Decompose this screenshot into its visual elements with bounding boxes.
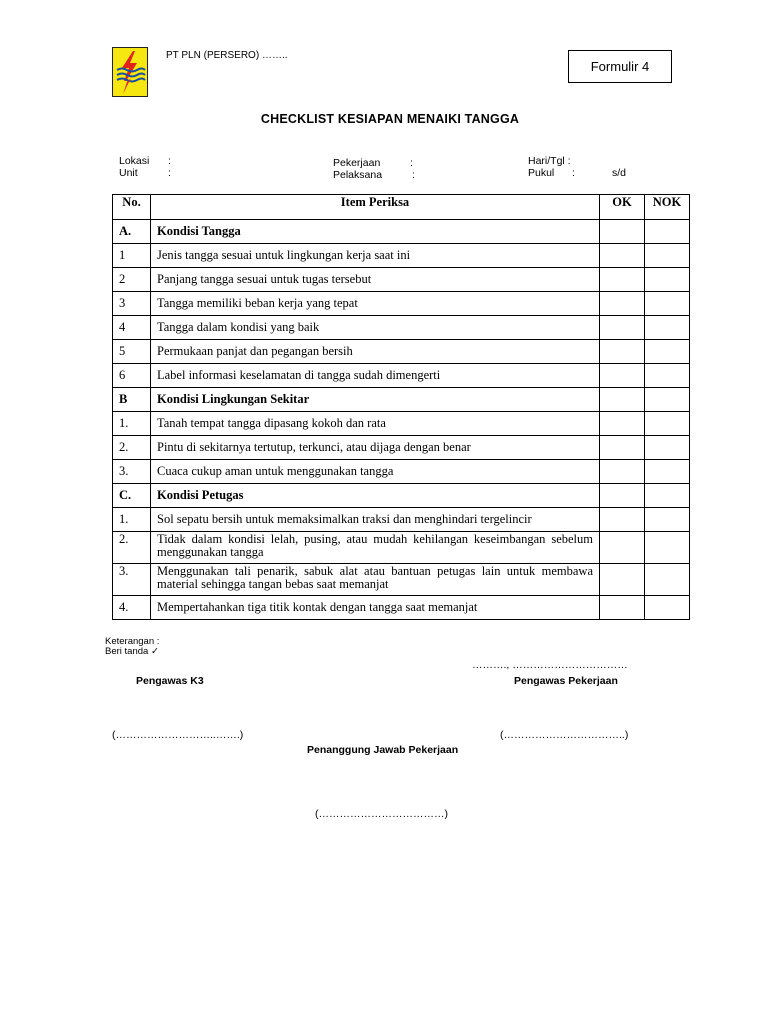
- row-no: 4: [113, 316, 151, 340]
- row-no: 1: [113, 244, 151, 268]
- table-row: [113, 484, 690, 508]
- row-item: Sol sepatu bersih untuk memaksimalkan traksi dan menghindari tergelincir: [151, 508, 600, 532]
- penanggung-jawab-label: Penanggung Jawab Pekerjaan: [307, 744, 459, 756]
- row-item: Kondisi Lingkungan Sekitar: [151, 388, 600, 412]
- row-no: 4.: [113, 596, 151, 620]
- table-row: [113, 388, 690, 412]
- ok-cell[interactable]: [600, 388, 645, 412]
- row-item: Menggunakan tali penarik, sabuk alat atau bantuan petugas lain untuk membawa material sehingga tangan bebas saat memanjat: [151, 564, 600, 596]
- unit-colon: :: [168, 167, 171, 179]
- row-item: Jenis tangga sesuai untuk lingkungan kerja saat ini: [151, 244, 600, 268]
- row-no: 6: [113, 364, 151, 388]
- table-row: [113, 532, 690, 564]
- ok-cell[interactable]: [600, 532, 645, 564]
- ok-cell[interactable]: [600, 340, 645, 364]
- nok-cell[interactable]: [645, 364, 690, 388]
- table-row: [113, 364, 690, 388]
- nok-cell[interactable]: [645, 292, 690, 316]
- table-row: [113, 244, 690, 268]
- nok-cell[interactable]: [645, 388, 690, 412]
- row-no: 1.: [113, 508, 151, 532]
- table-row: [113, 564, 690, 596]
- row-no: 5: [113, 340, 151, 364]
- row-no: 3.: [113, 564, 151, 596]
- ok-cell[interactable]: [600, 508, 645, 532]
- table-row: [113, 412, 690, 436]
- row-no: 3: [113, 292, 151, 316]
- row-item: Permukaan panjat dan pegangan bersih: [151, 340, 600, 364]
- header-no: No.: [113, 195, 151, 220]
- nok-cell[interactable]: [645, 412, 690, 436]
- ok-cell[interactable]: [600, 292, 645, 316]
- company-name: PT PLN (PERSERO) ……..: [166, 50, 288, 61]
- row-no: B: [113, 388, 151, 412]
- nok-cell[interactable]: [645, 244, 690, 268]
- row-item: Tangga dalam kondisi yang baik: [151, 316, 600, 340]
- row-item: Label informasi keselamatan di tangga sudah dimengerti: [151, 364, 600, 388]
- nok-cell[interactable]: [645, 316, 690, 340]
- header-ok: OK: [600, 195, 645, 220]
- row-item: Tidak dalam kondisi lelah, pusing, atau mudah kehilangan keseimbangan sebelum menggunakan tangga: [151, 532, 600, 564]
- row-item: Kondisi Petugas: [151, 484, 600, 508]
- row-item: Cuaca cukup aman untuk menggunakan tangga: [151, 460, 600, 484]
- pengawas-pekerjaan-label: Pengawas Pekerjaan: [514, 675, 618, 687]
- row-no: 1.: [113, 412, 151, 436]
- ok-cell[interactable]: [600, 220, 645, 244]
- table-row: [113, 268, 690, 292]
- signature-left[interactable]: (………………………..…….): [112, 729, 244, 741]
- row-no: 2.: [113, 532, 151, 564]
- nok-cell[interactable]: [645, 532, 690, 564]
- pekerjaan-label: Pekerjaan: [333, 157, 381, 169]
- nok-cell[interactable]: [645, 564, 690, 596]
- nok-cell[interactable]: [645, 268, 690, 292]
- hari-tgl-label: Hari/Tgl :: [528, 155, 571, 167]
- header-item: Item Periksa: [151, 195, 600, 220]
- nok-cell[interactable]: [645, 484, 690, 508]
- nok-cell[interactable]: [645, 340, 690, 364]
- signature-right[interactable]: (……………………………..): [500, 729, 629, 741]
- table-row: [113, 316, 690, 340]
- table-header-row: [113, 195, 690, 220]
- pukul-label: Pukul: [528, 167, 555, 179]
- nok-cell[interactable]: [645, 460, 690, 484]
- ok-cell[interactable]: [600, 316, 645, 340]
- ok-cell[interactable]: [600, 244, 645, 268]
- ok-cell[interactable]: [600, 412, 645, 436]
- nok-cell[interactable]: [645, 508, 690, 532]
- row-no: 3.: [113, 460, 151, 484]
- row-item: Pintu di sekitarnya tertutup, terkunci, atau dijaga dengan benar: [151, 436, 600, 460]
- pukul-colon: :: [572, 167, 575, 179]
- nok-cell[interactable]: [645, 220, 690, 244]
- table-row: [113, 220, 690, 244]
- ok-cell[interactable]: [600, 460, 645, 484]
- page-title: CHECKLIST KESIAPAN MENAIKI TANGGA: [260, 112, 520, 126]
- row-no: 2.: [113, 436, 151, 460]
- pln-logo: [112, 47, 148, 97]
- row-no: 2: [113, 268, 151, 292]
- header-nok: NOK: [645, 195, 690, 220]
- row-item: Kondisi Tangga: [151, 220, 600, 244]
- ok-cell[interactable]: [600, 436, 645, 460]
- table-row: [113, 292, 690, 316]
- nok-cell[interactable]: [645, 596, 690, 620]
- lokasi-colon: :: [168, 155, 171, 167]
- row-no: A.: [113, 220, 151, 244]
- row-item: Panjang tangga sesuai untuk tugas tersebut: [151, 268, 600, 292]
- lokasi-label: Lokasi: [119, 155, 150, 167]
- table-row: [113, 436, 690, 460]
- keterangan-label: Keterangan :: [105, 636, 160, 647]
- row-no: C.: [113, 484, 151, 508]
- ok-cell[interactable]: [600, 596, 645, 620]
- row-item: Tanah tempat tangga dipasang kokoh dan rata: [151, 412, 600, 436]
- nok-cell[interactable]: [645, 436, 690, 460]
- table-row: [113, 596, 690, 620]
- ok-cell[interactable]: [600, 364, 645, 388]
- row-item: Tangga memiliki beban kerja yang tepat: [151, 292, 600, 316]
- pelaksana-colon: :: [412, 169, 415, 181]
- ok-cell[interactable]: [600, 268, 645, 292]
- pekerjaan-colon: :: [410, 157, 413, 169]
- table-row: [113, 508, 690, 532]
- checklist-table: [112, 194, 690, 620]
- table-row: [113, 340, 690, 364]
- row-item: Mempertahankan tiga titik kontak dengan tangga saat memanjat: [151, 596, 600, 620]
- lightning-bolt-icon: [113, 48, 147, 96]
- ok-cell[interactable]: [600, 564, 645, 596]
- signature-center[interactable]: (………………………………): [315, 808, 448, 820]
- beri-tanda-note: Beri tanda ✓: [105, 646, 159, 657]
- pengawas-k3-label: Pengawas K3: [136, 675, 204, 687]
- table-row: [113, 460, 690, 484]
- ok-cell[interactable]: [600, 484, 645, 508]
- pelaksana-label: Pelaksana: [333, 169, 383, 181]
- sd-label: s/d: [612, 167, 627, 179]
- form-number-box: Formulir 4: [568, 50, 672, 83]
- unit-label: Unit: [119, 167, 138, 179]
- place-date-line[interactable]: ………., ……………………………: [472, 659, 628, 671]
